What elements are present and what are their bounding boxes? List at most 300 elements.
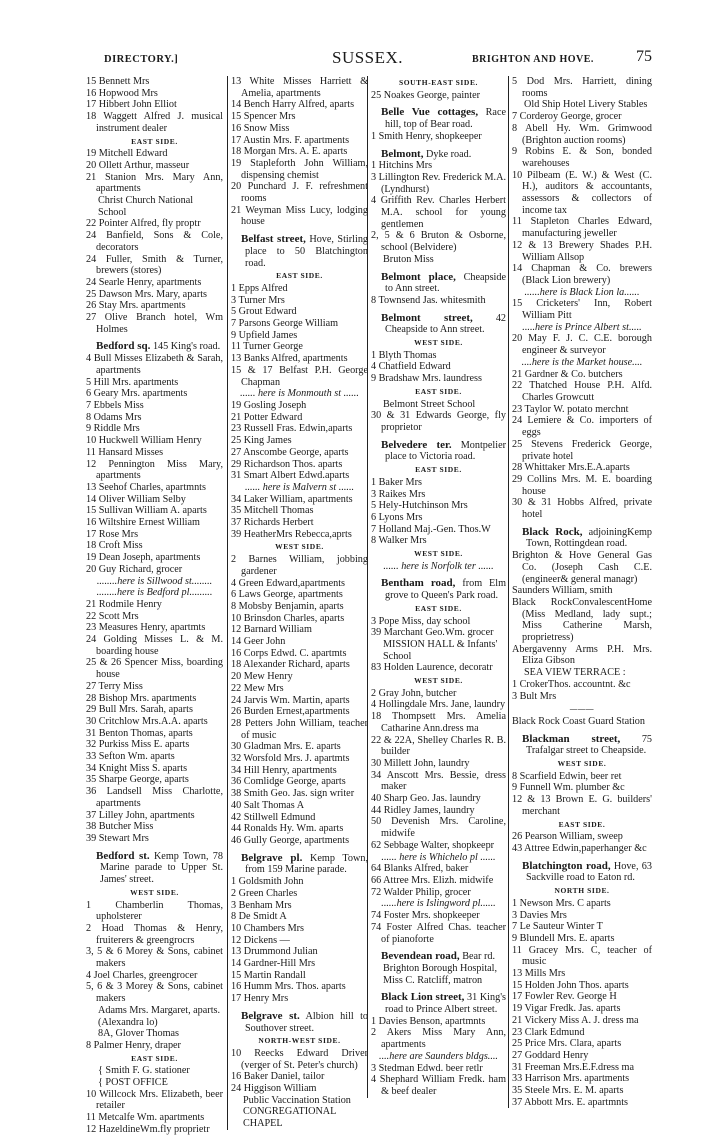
directory-entry: 1 Davies Benson, apartmnts xyxy=(371,1015,486,1027)
cross-street-note: .....here is Prince Albert st..... xyxy=(522,321,642,333)
directory-entry: 35 Mitchell Thomas xyxy=(231,505,314,517)
directory-entry: Adams Mrs. Margaret, aparts. (Alexandra lo) xyxy=(98,1004,221,1028)
street-description: Kemp Town, from 159 Marine parade. xyxy=(245,852,368,876)
directory-entry: 27 Goddard Henry xyxy=(512,1049,589,1061)
directory-entry: 34 Anscott Mrs. Bessie, dress maker xyxy=(371,769,506,793)
running-head-right: BRIGHTON AND HOVE. xyxy=(472,54,594,65)
directory-entry: 11 Stapleton Charles Edward, manufacturing jeweller xyxy=(512,216,652,240)
directory-entry: 2 Akers Miss Mary Ann, apartments xyxy=(371,1027,506,1051)
page-header xyxy=(92,48,652,70)
running-head-left: DIRECTORY.] xyxy=(104,54,179,65)
side-label: WEST SIDE. xyxy=(414,338,463,348)
directory-entry: 3 Lillington Rev. Frederick M.A. (Lyndhurst) xyxy=(371,171,506,195)
street-heading xyxy=(371,313,506,336)
directory-entry: Old Ship Hotel Livery Stables xyxy=(524,99,648,111)
directory-entry: 12 Pennington Miss Mary, apartments xyxy=(86,458,223,482)
street-heading xyxy=(371,992,506,1015)
street-heading xyxy=(512,734,652,757)
side-label: EAST SIDE. xyxy=(415,465,462,475)
directory-entry: 3 Benham Mrs xyxy=(231,899,292,911)
street-description: Dyke road. xyxy=(423,148,472,160)
directory-entry: 15 Bennett Mrs xyxy=(86,76,150,87)
cross-street-note: ...... here is Whichelo pl ...... xyxy=(381,851,496,863)
directory-entry: 17 Hibbert John Elliot xyxy=(86,99,177,111)
directory-entry: 25 Stevens Frederick George, private hotel xyxy=(512,438,652,462)
street-name: Belle Vue cottages, xyxy=(381,106,479,119)
directory-entry: 24 Fuller, Smith & Turner, brewers (stores) xyxy=(86,253,223,277)
directory-entry: 39 Marchant Geo.Wm. grocer xyxy=(371,627,494,639)
directory-entry: 6 Laws George, apartments xyxy=(231,589,343,601)
directory-entry: 1 Blyth Thomas xyxy=(371,349,437,361)
directory-entry: 9 Riddle Mrs xyxy=(86,423,140,435)
cross-street-note: ...... here is Norfolk ter ...... xyxy=(383,560,494,572)
directory-entry: 9 Bradshaw Mrs. laundress xyxy=(371,373,482,385)
street-heading xyxy=(512,527,652,550)
directory-entry: 12 & 13 Brewery Shades P.H. William Allsop xyxy=(512,239,652,263)
directory-entry: 39 Stewart Mrs xyxy=(86,833,149,844)
directory-entry: 24 Higgison William xyxy=(231,1083,317,1095)
directory-entry: 5 Hill Mrs. apartments xyxy=(86,376,179,388)
side-label: WEST SIDE. xyxy=(414,676,463,686)
directory-entry: 43 Attree Edwin,paperhanger &c xyxy=(512,843,647,854)
directory-entry: 10 Pilbeam (E. W.) & West (C. H.), auditors & accountants, assessors & collectors of income tax xyxy=(512,169,652,216)
directory-entry: 32 Purkiss Miss E. aparts xyxy=(86,739,190,751)
directory-entry: 3 Bult Mrs xyxy=(512,690,557,702)
directory-entry: 35 Sharpe George, aparts xyxy=(86,774,189,786)
directory-entry: 25 Dawson Mrs. Mary, aparts xyxy=(86,288,208,300)
directory-entry: 14 Gardner-Hill Mrs xyxy=(231,958,316,970)
directory-entry: 15 Martin Randall xyxy=(231,969,306,981)
directory-entry: 25 King James xyxy=(231,435,292,447)
directory-entry: 18 Alexander Richard, aparts xyxy=(231,659,350,671)
directory-entry: Abergavenny Arms P.H. Mrs. Eliza Gibson xyxy=(512,643,652,667)
directory-entry: 40 Salt Thomas A xyxy=(231,799,305,811)
directory-entry: 38 Butcher Miss xyxy=(86,821,154,833)
directory-entry: 37 Lilley John, apartments xyxy=(86,809,195,821)
directory-entry: 14 Oliver William Selby xyxy=(86,493,186,505)
directory-entry: 8 Odams Mrs xyxy=(86,411,142,423)
directory-entry: 20 Guy Richard, grocer xyxy=(86,563,183,575)
directory-entry: 15 Spencer Mrs xyxy=(231,111,296,123)
directory-entry: Brighton Borough Hospital, Miss C. Ratcliff, matron xyxy=(383,962,498,986)
street-heading xyxy=(371,578,506,601)
directory-entry: Bruton Miss xyxy=(383,253,434,265)
directory-entry: 15 & 17 Belfast P.H. George Chapman xyxy=(231,364,368,388)
directory-entry: 18 Morgan Mrs. A. E. aparts xyxy=(231,146,348,158)
directory-entry: 8A, Glover Thomas xyxy=(98,1028,180,1040)
directory-entry: 5 Hely-Hutchinson Mrs xyxy=(371,500,468,512)
directory-entry: 30 & 31 Edwards George, fly proprietor xyxy=(371,410,506,433)
directory-entry: 7 Holland Maj.-Gen. Thos.W xyxy=(371,523,491,535)
directory-entry: 18 Thompsett Mrs. Amelia Catharine Ann.dress ma xyxy=(371,711,506,734)
directory-entry: 27 Terry Miss xyxy=(86,680,143,692)
street-heading xyxy=(371,149,506,161)
directory-entry: 17 Henry Mrs xyxy=(231,993,289,1005)
directory-entry: 74 Foster Mrs. shopkeeper xyxy=(371,910,480,922)
street-name: Black Rock, xyxy=(522,525,583,538)
street-name: Blackman street, xyxy=(522,732,621,745)
directory-entry: 3 Turner Mrs xyxy=(231,294,285,306)
directory-entry: 10 Willcock Mrs. Elizabeth, beer retailer xyxy=(86,1088,223,1112)
directory-entry: 28 Petters John William, teacher of music xyxy=(231,717,368,741)
directory-entry: 13 Banks Alfred, apartments xyxy=(231,353,348,365)
directory-entry: 1 Hitchins Mrs xyxy=(371,160,433,172)
side-label: WEST SIDE. xyxy=(557,759,607,769)
directory-entry: 37 Abbott Mrs. E. apartmnts xyxy=(512,1096,629,1108)
cross-street-note: ...... here is Malvern st ...... xyxy=(244,481,355,493)
directory-entry: 1 Goldsmith John xyxy=(231,876,304,888)
directory-entry: 4 Chatfield Edward xyxy=(371,361,451,373)
directory-entry: 10 Chambers Mrs xyxy=(231,922,305,934)
directory-entry: 15 Holden John Thos. aparts xyxy=(512,979,629,991)
directory-entry: 21 Gardner & Co. butchers xyxy=(512,368,623,380)
directory-entry: 24 Jarvis Wm. Martin, aparts xyxy=(231,694,350,706)
street-heading xyxy=(231,853,368,876)
street-description: from Elm grove to Queen's Park road. xyxy=(385,578,506,602)
directory-entry: 21 Rodmile Henry xyxy=(86,598,162,610)
directory-entry: 22 & 22A, Shelley Charles R. B. builder xyxy=(371,734,506,758)
directory-entry: 23 Taylor W. potato merchnt xyxy=(512,403,629,415)
directory-entry: SEA VIEW TERRACE : xyxy=(524,667,626,679)
street-name: Bevendean road, xyxy=(381,950,460,963)
directory-entry: 20 Mew Henry xyxy=(231,671,293,683)
directory-entry: 74 Foster Alfred Chas. teacher of pianoforte xyxy=(371,921,506,945)
directory-entry: 16 Hopwood Mrs xyxy=(86,87,158,99)
directory-entry: 34 Laker William, apartments xyxy=(231,493,353,505)
street-description: 75 Trafalgar street to Cheapside. xyxy=(526,733,652,757)
directory-entry: 50 Devenish Mrs. Caroline, midwife xyxy=(371,816,506,840)
street-description: Montpelier place to Victoria road. xyxy=(385,439,506,463)
directory-entry: 14 Chapman & Co. brewers (Black Lion brewery) xyxy=(512,263,652,286)
directory-entry: 19 Stapleforth John William, dispensing chemist xyxy=(231,157,368,181)
directory-entry: 27 Olive Branch hotel, Wm Holmes xyxy=(86,312,223,335)
street-name: Bedford st. xyxy=(96,849,150,862)
directory-entry: CONGREGATIONAL CHAPEL xyxy=(243,1106,336,1130)
directory-entry: 1 Chamberlin Thomas, upholsterer xyxy=(86,899,223,923)
cross-street-note: ........here is Sillwood st........ xyxy=(96,575,213,587)
directory-entry: 2 Gray John, butcher xyxy=(371,687,457,699)
directory-entry: 15 Sullivan William A. aparts xyxy=(86,505,207,517)
street-heading xyxy=(371,272,506,295)
directory-entry: Christ Church National School xyxy=(98,195,194,218)
cross-street-note: ...... here is Monmouth st ...... xyxy=(240,388,359,400)
directory-entry: 14 Geer John xyxy=(231,636,286,648)
directory-entry: 13 Drummond Julian xyxy=(231,946,318,958)
directory-entry: 44 Ronalds Hy. Wm. aparts xyxy=(231,823,344,835)
directory-entry: 83 Holden Laurence, decoratr xyxy=(371,662,493,674)
directory-entry: 24 Lemiere & Co. importers of eggs xyxy=(512,415,652,439)
directory-entry: 5 Dod Mrs. Harriett, dining rooms xyxy=(512,76,652,99)
side-label: NORTH-WEST SIDE. xyxy=(258,1036,341,1046)
directory-entry: 23 Clark Edmund xyxy=(512,1026,585,1038)
directory-entry: 11 Gracey Mrs. C, teacher of music xyxy=(512,944,652,968)
directory-entry: 20 Ollett Arthur, masseur xyxy=(86,159,190,171)
street-heading xyxy=(371,440,506,463)
directory-entry: 12 Barnard William xyxy=(231,624,312,636)
directory-entry: 22 Scott Mrs xyxy=(86,610,139,622)
directory-entry: 4 Shephard William Fredk. ham & beef dealer xyxy=(371,1074,506,1097)
directory-entry: 29 Richardson Thos. aparts xyxy=(231,458,343,470)
directory-entry: 26 Burden Ernest,apartments xyxy=(231,706,350,718)
directory-entry: 14 Bench Harry Alfred, aparts xyxy=(231,99,355,111)
directory-entry: 13 White Misses Harriett & Amelia, apartments xyxy=(231,76,368,99)
directory-entry: 8 Abell Hy. Wm. Grimwood (Brighton auction rooms) xyxy=(512,122,652,146)
directory-entry: 22 Thatched House P.H. Alfd. Charles Growcutt xyxy=(512,380,652,403)
directory-entry: 4 Hollingdale Mrs. Jane, laundry xyxy=(371,699,506,711)
directory-entry: 8 Walker Mrs xyxy=(371,535,427,547)
street-name: Black Lion street, xyxy=(381,991,465,1004)
directory-entry: { Smith F. G. stationer xyxy=(98,1065,190,1077)
directory-entry: 9 Upfield James xyxy=(231,329,298,341)
street-description: Bear rd. xyxy=(459,951,495,963)
street-description: Hove, Stirling place to 50 Blatchington road. xyxy=(245,234,369,269)
directory-entry: 25 & 26 Spencer Miss, boarding house xyxy=(86,657,223,681)
directory-entry: 8 Townsend Jas. whitesmith xyxy=(371,294,486,306)
directory-entry: 17 Fowler Rev. George H xyxy=(512,991,617,1003)
directory-entry: 9 Robins E. & Son, bonded warehouses xyxy=(512,146,652,169)
directory-entry: 12 & 13 Brown E. G. builders' merchant xyxy=(512,794,652,817)
directory-entry: 11 Metcalfe Wm. apartments xyxy=(86,1112,205,1124)
directory-entry: 20 May F. J. C. C.E. borough engineer & surveyor xyxy=(512,333,652,357)
street-name: Belmont, xyxy=(381,147,424,160)
cross-street-note: ....here are Saunders bldgs.... xyxy=(379,1050,498,1062)
directory-entry: 31 Freeman Mrs.E.F.dress ma xyxy=(512,1061,634,1073)
directory-entry: 26 Pearson William, sweep xyxy=(512,831,623,843)
street-heading xyxy=(371,107,506,130)
directory-entry: 19 Gosling Joseph xyxy=(231,399,307,411)
directory-entry: 21 Potter Edward xyxy=(231,411,303,423)
street-heading xyxy=(86,341,223,353)
cross-street-note: ........here is Bedford pl......... xyxy=(96,587,213,599)
street-name: Belmont place, xyxy=(381,270,456,283)
directory-entry: 10 Huckwell William Henry xyxy=(86,435,202,447)
directory-entry: 21 Vickery Miss A. J. dress ma xyxy=(512,1014,639,1026)
directory-entry: 5, 6 & 3 Morey & Sons, cabinet makers xyxy=(86,981,223,1005)
directory-entry: 34 Knight Miss S. aparts xyxy=(86,762,188,774)
directory-entry: 9 Blundell Mrs. E. aparts xyxy=(512,932,615,944)
directory-entry: 25 Noakes George, painter xyxy=(371,89,481,101)
directory-entry: 11 Hansard Misses xyxy=(86,446,164,458)
directory-entry: 3 Pope Miss, day school xyxy=(371,615,471,627)
directory-entry: 36 Comlidge George, aparts xyxy=(231,776,346,788)
directory-entry: 4 Bull Misses Elizabeth & Sarah, apartments xyxy=(86,353,223,376)
side-label: WEST SIDE. xyxy=(275,542,324,552)
directory-entry: 8 Scarfield Edwin, beer ret xyxy=(512,770,622,782)
cross-street-note: ......here is Islingword pl...... xyxy=(381,898,496,910)
directory-entry: 18 Croft Miss xyxy=(86,540,143,552)
directory-entry: 1 Baker Mrs xyxy=(371,476,422,488)
directory-entry: 12 HazeldineWm.fly proprietr xyxy=(86,1123,210,1135)
directory-entry: 6 Geary Mrs. apartments xyxy=(86,388,188,400)
directory-entry: 3 Raikes Mrs xyxy=(371,488,426,500)
directory-entry: 16 Humm Mrs. Thos. aparts xyxy=(231,981,346,993)
directory-entry: 3 Davies Mrs xyxy=(512,909,567,921)
directory-entry: 22 Mew Mrs xyxy=(231,682,284,694)
street-name: Belgrave pl. xyxy=(241,851,303,864)
side-label: EAST SIDE. xyxy=(131,136,178,146)
directory-entry: 3 Stedman Edwd. beer retlr xyxy=(371,1062,483,1074)
directory-entry: 19 Dean Joseph, apartments xyxy=(86,552,201,564)
directory-entry: 7 Parsons George William xyxy=(231,318,339,330)
street-name: Blatchington road, xyxy=(522,859,611,872)
directory-entry: 4 Griffith Rev. Charles Herbert M.A. school for young gentlemen xyxy=(371,195,506,230)
street-description: Hove, 63 Sackville road to Eaton rd. xyxy=(526,860,652,884)
directory-entry: 44 Ridley James, laundry xyxy=(371,804,475,816)
cross-street-note: ....here is the Market house.... xyxy=(521,356,643,368)
directory-entry: 32 Worsfold Mrs. J. apartmts xyxy=(231,753,350,765)
running-head-county: SUSSEX. xyxy=(332,48,404,67)
directory-entry: 20 Punchard J. F. refreshment rooms xyxy=(231,181,368,205)
directory-entry: 6 Lyons Mrs xyxy=(371,511,423,523)
side-label: ——— xyxy=(569,704,595,714)
street-name: Bentham road, xyxy=(381,577,456,590)
street-description: Cheapside to Ann street. xyxy=(385,271,506,295)
directory-entry: 3, 5 & 6 Morey & Sons, cabinet makers xyxy=(86,946,223,970)
directory-entry: 21 Weyman Miss Lucy, lodging house xyxy=(231,204,368,228)
directory-entry: 36 Landsell Miss Charlotte, apartments xyxy=(86,786,223,809)
directory-entry: Black Rock Coast Guard Station xyxy=(512,715,645,727)
directory-entry: 28 Bishop Mrs. apartments xyxy=(86,692,197,704)
directory-entry: 34 Hill Henry, apartments xyxy=(231,764,337,776)
directory-entry: 72 Walder Philip, grocer xyxy=(371,886,471,898)
directory-entry: 30 Millett John, laundry xyxy=(371,757,470,769)
street-description: Race hill, top of Bear road. xyxy=(385,107,506,131)
street-description: adjoiningKemp Town, Rottingdean road. xyxy=(526,526,652,550)
side-label: EAST SIDE. xyxy=(415,386,462,396)
directory-entry: 33 Sefton Wm. aparts xyxy=(86,751,175,763)
side-label: SOUTH-EAST SIDE. xyxy=(398,78,479,87)
directory-entry: 16 Wiltshire Ernest William xyxy=(86,517,200,529)
directory-entry: Brighton & Hove General Gas Co. (Joseph Cash C.E. (engineer& general managr) xyxy=(512,550,652,585)
directory-entry: 66 Attree Mrs. Elizh. midwife xyxy=(371,875,494,886)
side-label: NORTH SIDE. xyxy=(554,886,610,896)
directory-entry: 26 Stay Mrs. apartments xyxy=(86,300,186,312)
directory-entry: Saunders William, smith xyxy=(512,585,613,597)
directory-entry: MISSION HALL & Infants' School xyxy=(383,638,498,662)
directory-entry: 1 Smith Henry, shopkeeper xyxy=(371,130,482,142)
directory-entry: 10 Brinsdon Charles, aparts xyxy=(231,612,345,624)
directory-entry: 16 Corps Edwd. C. apartmts xyxy=(231,647,347,659)
directory-entry: 4 Joel Charles, greengrocer xyxy=(86,969,198,981)
side-label: EAST SIDE. xyxy=(276,271,323,281)
column-1 xyxy=(86,76,223,1136)
directory-entry: 8 Palmer Henry, draper xyxy=(86,1039,181,1051)
directory-entry: 9 Funnell Wm. plumber &c xyxy=(512,782,625,794)
directory-entry: 29 Bull Mrs. Sarah, aparts xyxy=(86,704,193,716)
street-name: Belmont street, xyxy=(381,311,473,324)
directory-entry: 21 Stanion Mrs. Mary Ann, apartments xyxy=(86,171,223,195)
column-2 xyxy=(227,76,368,1130)
directory-entry: 24 Golding Misses L. & M. boarding house xyxy=(86,634,223,657)
directory-entry: Public Vaccination Station xyxy=(243,1094,351,1106)
directory-entry: 18 Waggett Alfred J. musical instrument dealer xyxy=(86,111,223,134)
directory-entry: 2, 5 & 6 Bruton & Osborne, school (Belvidere) xyxy=(371,230,506,254)
street-name: Belfast street, xyxy=(241,233,306,246)
directory-entry: Belmont Street School xyxy=(383,398,476,410)
directory-entry: 17 Austin Mrs. F. apartments xyxy=(231,134,350,146)
directory-entry: 42 Stillwell Edmund xyxy=(231,811,316,823)
street-description: Albion hill to Southover street. xyxy=(245,1010,368,1034)
directory-entry: 29 Collins Mrs. M. E. boarding house xyxy=(512,473,652,497)
side-label: WEST SIDE. xyxy=(414,549,463,559)
column-3 xyxy=(367,76,506,1098)
side-label: WEST SIDE. xyxy=(130,887,179,897)
directory-entry: 19 Vigar Fredk. Jas. aparts xyxy=(512,1003,621,1015)
directory-entry: 33 Harrison Mrs. apartments xyxy=(512,1073,630,1085)
street-heading xyxy=(231,234,368,269)
directory-entry: 23 Measures Henry, apartmts xyxy=(86,622,206,634)
directory-entry: 19 Mitchell Edward xyxy=(86,148,168,160)
street-name: Belvedere ter. xyxy=(381,438,452,451)
directory-entry: 11 Turner George xyxy=(231,341,303,353)
street-heading xyxy=(86,851,223,886)
directory-entry: 39 HeatherMrs Rebecca,aprts xyxy=(231,528,352,540)
street-description: Kemp Town, 78 Marine parade to Upper St. James' street. xyxy=(100,850,223,886)
directory-entry: 40 Sharp Geo. Jas. laundry xyxy=(371,793,481,805)
directory-entry: 27 Anscombe George, aparts xyxy=(231,446,349,458)
directory-entry: 23 Russell Fras. Edwin,aparts xyxy=(231,423,353,435)
directory-entry: 7 Corderoy George, grocer xyxy=(512,111,622,123)
directory-entry: 8 Mobsby Benjamin, aparts xyxy=(231,600,344,612)
directory-entry: { POST OFFICE xyxy=(98,1077,168,1089)
directory-entry: 30 Critchlow Mrs.A.A. aparts xyxy=(86,715,208,727)
side-label: EAST SIDE. xyxy=(131,1053,178,1063)
side-label: EAST SIDE. xyxy=(415,603,462,613)
directory-entry: 7 Le Sauteur Winter T xyxy=(512,921,603,933)
directory-entry: 24 Banfield, Sons & Cole, decorators xyxy=(86,230,223,253)
directory-entry: 64 Blanks Alfred, baker xyxy=(371,863,469,875)
directory-entry: 2 Barnes William, jobbing gardener xyxy=(231,554,368,577)
directory-entry: 62 Sebbage Walter, shopkeepr xyxy=(371,839,495,851)
directory-entry: 8 De Smidt A xyxy=(231,911,287,923)
directory-entry: 31 Benton Thomas, aparts xyxy=(86,727,193,739)
directory-entry: 13 Mills Mrs xyxy=(512,968,566,980)
directory-entry: 4 Green Edward,apartments xyxy=(231,577,345,589)
directory-entry: 7 Ebbels Miss xyxy=(86,399,144,411)
directory-entry: 24 Searle Henry, apartments xyxy=(86,276,202,288)
cross-street-note: ......here is Black Lion la...... xyxy=(524,286,640,298)
street-name: Belgrave st. xyxy=(241,1009,300,1022)
directory-entry: 1 Epps Alfred xyxy=(231,282,288,294)
side-label: EAST SIDE. xyxy=(558,819,606,829)
directory-entry: 10 Reecks Edward Driver (verger of St. Peter's church) xyxy=(231,1047,368,1071)
directory-entry: 25 Price Mrs. Clara, aparts xyxy=(512,1038,622,1050)
directory-entry: 13 Seehof Charles, apartmnts xyxy=(86,481,206,493)
street-description: 42 Cheapside to Ann street. xyxy=(385,312,507,336)
column-4 xyxy=(508,76,652,1108)
directory-entry: 15 Cricketers' Inn, Robert William Pitt xyxy=(512,298,652,322)
street-description: 145 King's road. xyxy=(150,341,221,353)
directory-entry: 38 Smith Geo. Jas. sign writer xyxy=(231,788,355,800)
directory-entry: 30 & 31 Hobbs Alfred, private hotel xyxy=(512,497,652,521)
directory-entry: 16 Baker Daniel, tailor xyxy=(231,1071,325,1083)
directory-entry: 35 Steele Mrs. E. M. aparts xyxy=(512,1085,624,1097)
directory-entry: 31 Smart Albert Edwd.aparts xyxy=(231,470,350,482)
directory-entry: 2 Green Charles xyxy=(231,887,298,899)
directory-entry: 46 Gully George, apartments xyxy=(231,835,350,846)
directory-entry: Black RockConvalescentHome (Miss Medland, lady supt.; Miss Catherine Marsh, proprietress) xyxy=(512,596,652,644)
directory-entry: 16 Snow Miss xyxy=(231,122,290,134)
directory-entry: 1 Newson Mrs. C aparts xyxy=(512,897,611,909)
street-heading xyxy=(512,861,652,884)
directory-entry: 12 Dickens — xyxy=(231,934,290,946)
street-name: Bedford sq. xyxy=(96,340,151,353)
directory-entry: 22 Pointer Alfred, fly proptr xyxy=(86,218,201,230)
directory-entry: 17 Rose Mrs xyxy=(86,528,139,540)
directory-entry: 30 Gladman Mrs. E. aparts xyxy=(231,741,341,753)
directory-entry: 2 Hoad Thomas & Henry, fruiterers & greengrocrs xyxy=(86,922,223,946)
street-heading xyxy=(371,951,506,963)
